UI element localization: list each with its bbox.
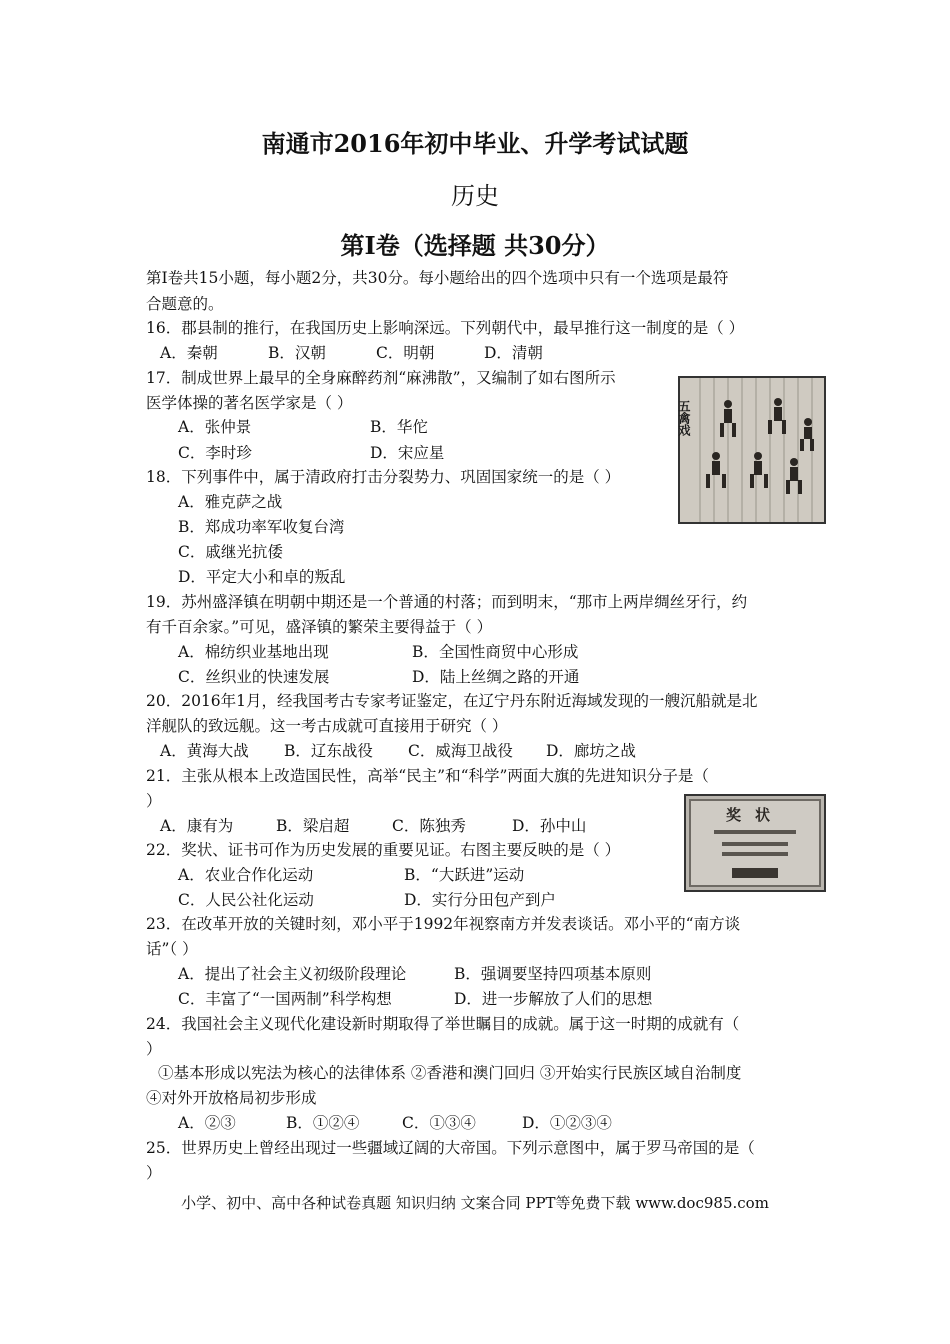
question-22-stem: 22．奖状、证书可作为历史发展的重要见证。右图主要反映的是（ ）: [146, 841, 621, 859]
question-21-stem: ）: [146, 792, 162, 810]
option-b: B．强调要坚持四项基本原则: [454, 965, 652, 983]
option-a: A．秦朝: [160, 344, 218, 362]
option-a: A．②③: [178, 1114, 236, 1132]
wuqinxi-figure: [678, 376, 826, 524]
question-21-stem: 21．主张从根本上改造国民性，高举“民主”和“科学”两面大旗的先进知识分子是（: [146, 767, 709, 785]
question-19-stem: 19．苏州盛泽镇在明朝中期还是一个普通的村落；而到明末，“那市上两岸绸丝牙行，约: [146, 593, 748, 611]
option-b: B．①②④: [286, 1114, 360, 1132]
certificate-drawing: [686, 796, 824, 890]
intro-line: 第Ⅰ卷共15小题，每小题2分，共30分。每小题给出的四个选项中只有一个选项是最符: [146, 269, 729, 287]
option-a: A．张仲景: [178, 418, 252, 436]
option-c: C．李时珍: [178, 444, 252, 462]
question-20-stem: 20．2016年1月，经我国考古专家考证鉴定，在辽宁丹东附近海域发现的一艘沉船就是北: [146, 692, 758, 710]
exam-title: 南通市2016年初中毕业、升学考试试题: [261, 129, 689, 158]
option-b: B．汉朝: [268, 344, 326, 362]
subject-title: 历史: [451, 182, 499, 210]
option-d: D．孙中山: [512, 817, 587, 835]
option-d: D．陆上丝绸之路的开通: [412, 668, 580, 686]
option-b: B．辽东战役: [284, 742, 373, 760]
option-b: B．华佗: [370, 418, 428, 436]
question-23-stem: 话”（ ）: [146, 940, 198, 958]
question-17-stem: 医学体操的著名医学家是（ ）: [146, 394, 353, 412]
question-25-stem: 25．世界历史上曾经出现过一些疆域辽阔的大帝国。下列示意图中，属于罗马帝国的是（: [146, 1139, 755, 1157]
intro-line: 合题意的。: [146, 295, 224, 313]
wuqinxi-drawing: [677, 378, 824, 522]
figure-caption: 五禽戏: [677, 400, 691, 436]
question-20-stem: 洋舰队的致远舰。这一考古成就可直接用于研究（ ）: [146, 717, 508, 735]
option-a: A．棉纺织业基地出现: [178, 643, 329, 661]
option-a: A．康有为: [160, 817, 234, 835]
certificate-figure: [684, 794, 826, 892]
option-d: D．平定大小和卓的叛乱: [178, 568, 346, 586]
option-c: C．陈独秀: [392, 817, 466, 835]
option-b: B．梁启超: [276, 817, 350, 835]
question-23-stem: 23．在改革开放的关键时刻，邓小平于1992年视察南方并发表谈话。邓小平的“南方谈: [146, 915, 741, 933]
question-24-stem: 24．我国社会主义现代化建设新时期取得了举世瞩目的成就。属于这一时期的成就有（: [146, 1015, 740, 1033]
option-c: C．丰富了“一国两制”科学构想: [178, 990, 392, 1008]
option-c: C．丝织业的快速发展: [178, 668, 330, 686]
question-19-stem: 有千百余家。”可见，盛泽镇的繁荣主要得益于（ ）: [146, 618, 493, 636]
question-18-stem: 18．下列事件中，属于清政府打击分裂势力、巩固国家统一的是（ ）: [146, 468, 621, 486]
option-d: D．实行分田包产到户: [404, 891, 556, 909]
option-a: A．提出了社会主义初级阶段理论: [178, 965, 407, 983]
question-24-items: ①基本形成以宪法为核心的法律体系 ②香港和澳门回归 ③开始实行民族区域自治制度: [158, 1064, 742, 1082]
question-24-stem: ）: [146, 1040, 162, 1058]
option-d: D．进一步解放了人们的思想: [454, 990, 653, 1008]
option-c: C．人民公社化运动: [178, 891, 314, 909]
figure-caption: 奖状: [725, 806, 785, 824]
page-footer: 小学、初中、高中各种试卷真题 知识归纳 文案合同 PPT等免费下载 www.doc985.com: [181, 1194, 769, 1212]
option-a: A．黄海大战: [160, 742, 249, 760]
option-b: B．郑成功率军收复台湾: [178, 518, 345, 536]
question-16-stem: 16．郡县制的推行，在我国历史上影响深远。下列朝代中，最早推行这一制度的是（ ）: [146, 319, 745, 337]
option-c: C．戚继光抗倭: [178, 543, 283, 561]
question-17-stem: 17．制成世界上最早的全身麻醉药剂“麻沸散”，又编制了如右图所示: [146, 369, 616, 387]
option-c: C．①③④: [402, 1114, 476, 1132]
option-b: B．“大跃进”运动: [404, 866, 525, 884]
option-c: C．威海卫战役: [408, 742, 513, 760]
option-d: D．清朝: [484, 344, 543, 362]
option-d: D．宋应星: [370, 444, 445, 462]
option-d: D．廊坊之战: [546, 742, 636, 760]
option-d: D．①②③④: [522, 1114, 612, 1132]
option-b: B．全国性商贸中心形成: [412, 643, 579, 661]
section-title: 第Ⅰ卷（选择题 共30分）: [340, 231, 610, 260]
question-25-stem: ）: [146, 1164, 162, 1182]
option-a: A．农业合作化运动: [178, 866, 314, 884]
question-24-items: ④对外开放格局初步形成: [146, 1089, 317, 1107]
option-a: A．雅克萨之战: [178, 493, 283, 511]
option-c: C．明朝: [376, 344, 435, 362]
